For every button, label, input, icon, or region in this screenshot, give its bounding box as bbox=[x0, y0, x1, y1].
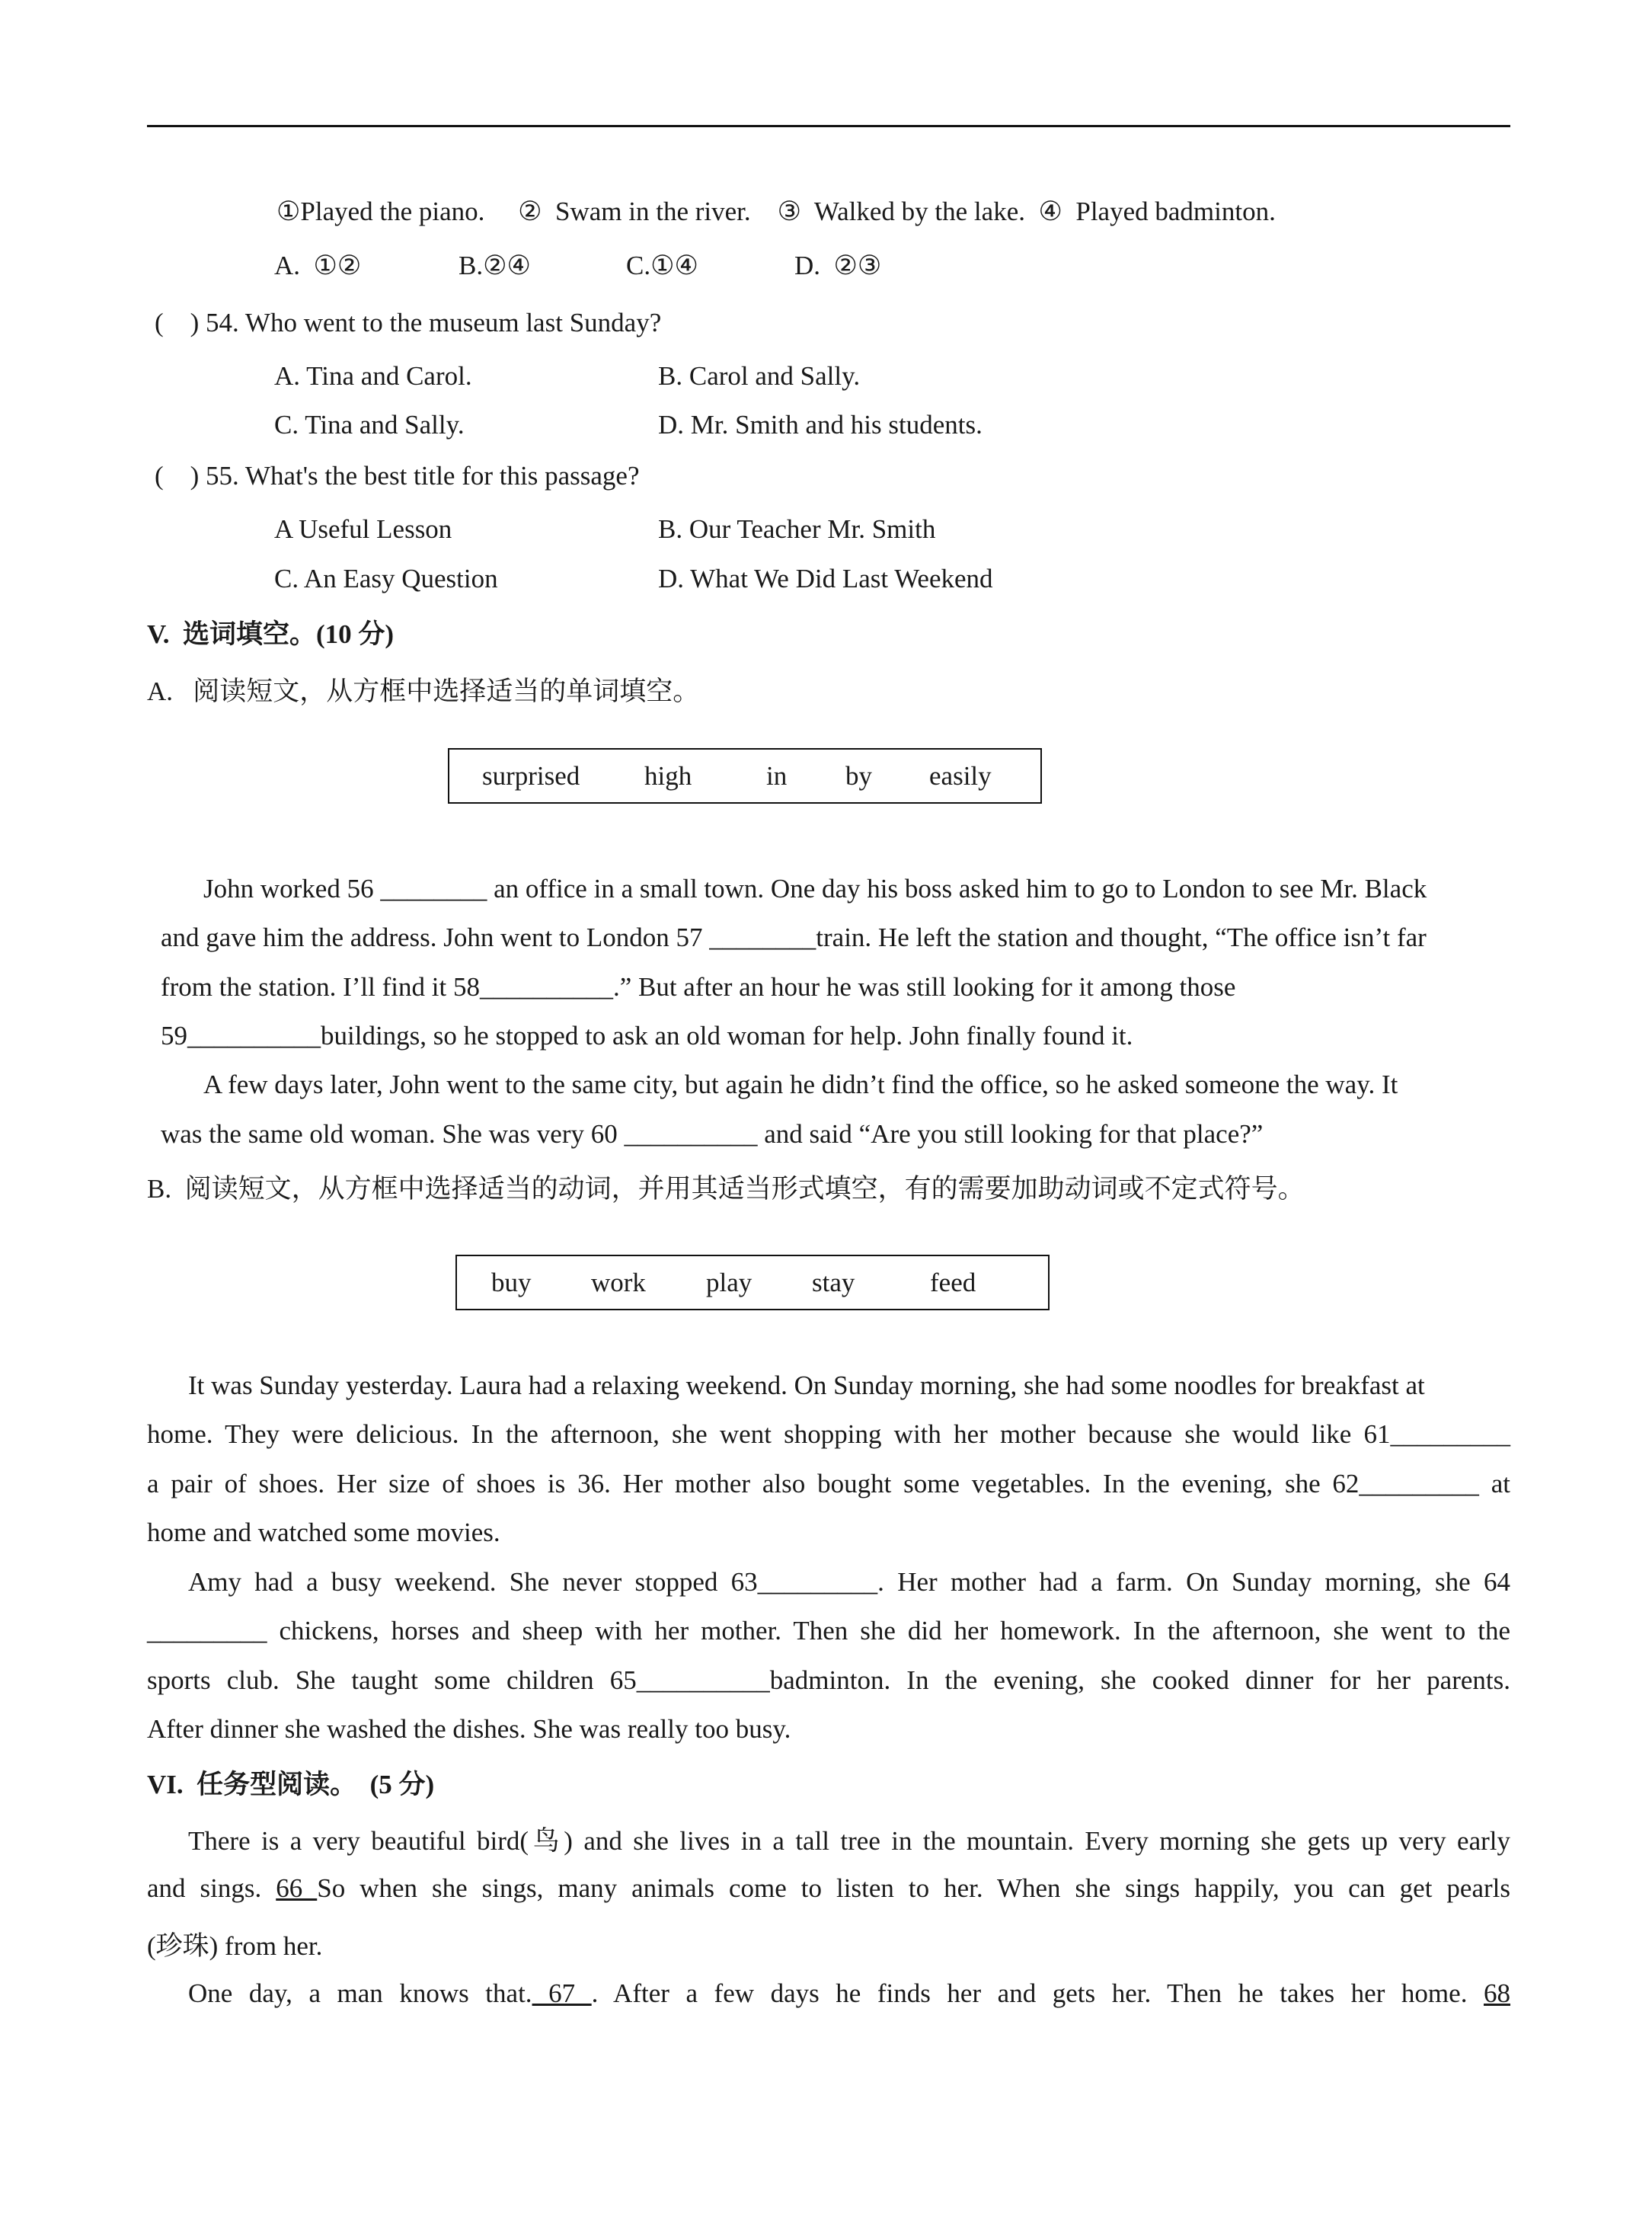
word-box-a-word: surprised bbox=[482, 760, 580, 791]
q55-stem: ( ) 55. What's the best title for this passage? bbox=[155, 461, 640, 491]
passage-b-line: home. They were delicious. In the afternoon, she went shopping with her mother because she would like 61_________ bbox=[147, 1419, 1510, 1449]
passage-b-line: home and watched some movies. bbox=[147, 1518, 500, 1547]
passage-b-line: Amy had a busy weekend. She never stopped 63_________. Her mother had a farm. On Sunday morning, she 64 bbox=[188, 1567, 1510, 1597]
blank-67: 67 bbox=[532, 1978, 592, 2008]
header-rule bbox=[147, 125, 1510, 127]
word-box-a-word: high bbox=[644, 760, 692, 791]
blank-66: 66 bbox=[276, 1873, 318, 1903]
passage-c-text: So when she sings, many animals come to listen to her. When she sings happily, you can get pearls bbox=[317, 1873, 1510, 1903]
word-box-a-word: by bbox=[845, 760, 872, 791]
word-box-a bbox=[448, 748, 1042, 804]
q54-option-a: A. Tina and Carol. bbox=[274, 361, 472, 391]
passage-c-text: One day, a man knows that. bbox=[188, 1978, 532, 2008]
q53-option-d: D. ②③ bbox=[794, 251, 882, 280]
passage-b-line: _________ chickens, horses and sheep with her mother. Then she did her homework. In the afternoon, she went to the bbox=[147, 1616, 1510, 1646]
passage-a-line: John worked 56 ________ an office in a small town. One day his boss asked him to go to London to see Mr. Black bbox=[203, 874, 1427, 904]
q55-option-a: A Useful Lesson bbox=[274, 514, 452, 544]
word-box-b-word: stay bbox=[812, 1267, 855, 1297]
q53-option-b: B.②④ bbox=[459, 251, 531, 280]
q54-option-c: C. Tina and Sally. bbox=[274, 410, 465, 440]
word-box-b bbox=[455, 1255, 1050, 1310]
q54-stem: ( ) 54. Who went to the museum last Sunday? bbox=[155, 308, 662, 337]
word-box-b-word: feed bbox=[930, 1267, 976, 1297]
passage-c-line: (珍珠) from her. bbox=[147, 1931, 323, 1961]
passage-c-line: There is a very beautiful bird(鸟) and she lives in a tall tree in the mountain. Every morning she gets up very early bbox=[188, 1826, 1510, 1856]
passage-c-line bbox=[147, 1873, 1510, 1904]
passage-b-line: It was Sunday yesterday. Laura had a relaxing weekend. On Sunday morning, she had some noodles for breakfast at bbox=[188, 1370, 1425, 1400]
q54-option-b: B. Carol and Sally. bbox=[658, 361, 861, 391]
word-box-b-word: buy bbox=[491, 1267, 532, 1297]
passage-b-line: a pair of shoes. Her size of shoes is 36. Her mother also bought some vegetables. In the evening, she 62_________ at bbox=[147, 1469, 1510, 1498]
section-5a-instruction: A. 阅读短文，从方框中选择适当的单词填空。 bbox=[147, 676, 700, 706]
word-box-a-word: easily bbox=[929, 760, 992, 791]
passage-a-line: and gave him the address. John went to London 57 ________train. He left the station and thought, “The office isn’t far bbox=[161, 923, 1427, 952]
passage-c-text: . After a few days he finds her and gets her. Then he takes her home. bbox=[591, 1978, 1484, 2008]
passage-a-line: from the station. I’ll find it 58__________.” But after an hour he was still looking for it among those bbox=[161, 972, 1236, 1002]
q53-option-c: C.①④ bbox=[626, 251, 698, 280]
word-box-a-word: in bbox=[766, 760, 788, 791]
q53-option-a: A. ①② bbox=[274, 251, 362, 280]
word-box-b-word: play bbox=[706, 1267, 753, 1297]
q55-option-d: D. What We Did Last Weekend bbox=[658, 564, 993, 593]
q54-option-d: D. Mr. Smith and his students. bbox=[658, 410, 983, 440]
q55-option-b: B. Our Teacher Mr. Smith bbox=[658, 514, 936, 544]
passage-a-line: 59__________buildings, so he stopped to ask an old woman for help. John finally found it. bbox=[161, 1021, 1133, 1051]
passage-b-line: After dinner she washed the dishes. She was really too busy. bbox=[147, 1714, 791, 1744]
passage-b-line: sports club. She taught some children 65__________badminton. In the evening, she cooked dinner for her parents. bbox=[147, 1665, 1510, 1695]
passage-a-line: A few days later, John went to the same city, but again he didn’t find the office, so he asked someone the way. It bbox=[203, 1070, 1398, 1099]
q55-option-c: C. An Easy Question bbox=[274, 564, 498, 593]
q53-items: ①Played the piano. ② Swam in the river. ③ Walked by the lake. ④ Played badminton. bbox=[276, 197, 1276, 226]
section-5b-instruction: B. 阅读短文，从方框中选择适当的动词，并用其适当形式填空，有的需要加助动词或不定式符号。 bbox=[147, 1174, 1305, 1204]
blank-68: 68 bbox=[1484, 1978, 1511, 2008]
section-6-heading: VI. 任务型阅读。 (5 分) bbox=[147, 1770, 435, 1799]
passage-a-line: was the same old woman. She was very 60 __________ and said “Are you still looking for that place?” bbox=[161, 1119, 1264, 1149]
word-box-b-word: work bbox=[591, 1267, 646, 1297]
passage-c-text: and sings. bbox=[147, 1873, 276, 1903]
section-5-heading: V. 选词填空。(10 分) bbox=[147, 619, 395, 649]
passage-c-line bbox=[188, 1978, 1510, 2009]
